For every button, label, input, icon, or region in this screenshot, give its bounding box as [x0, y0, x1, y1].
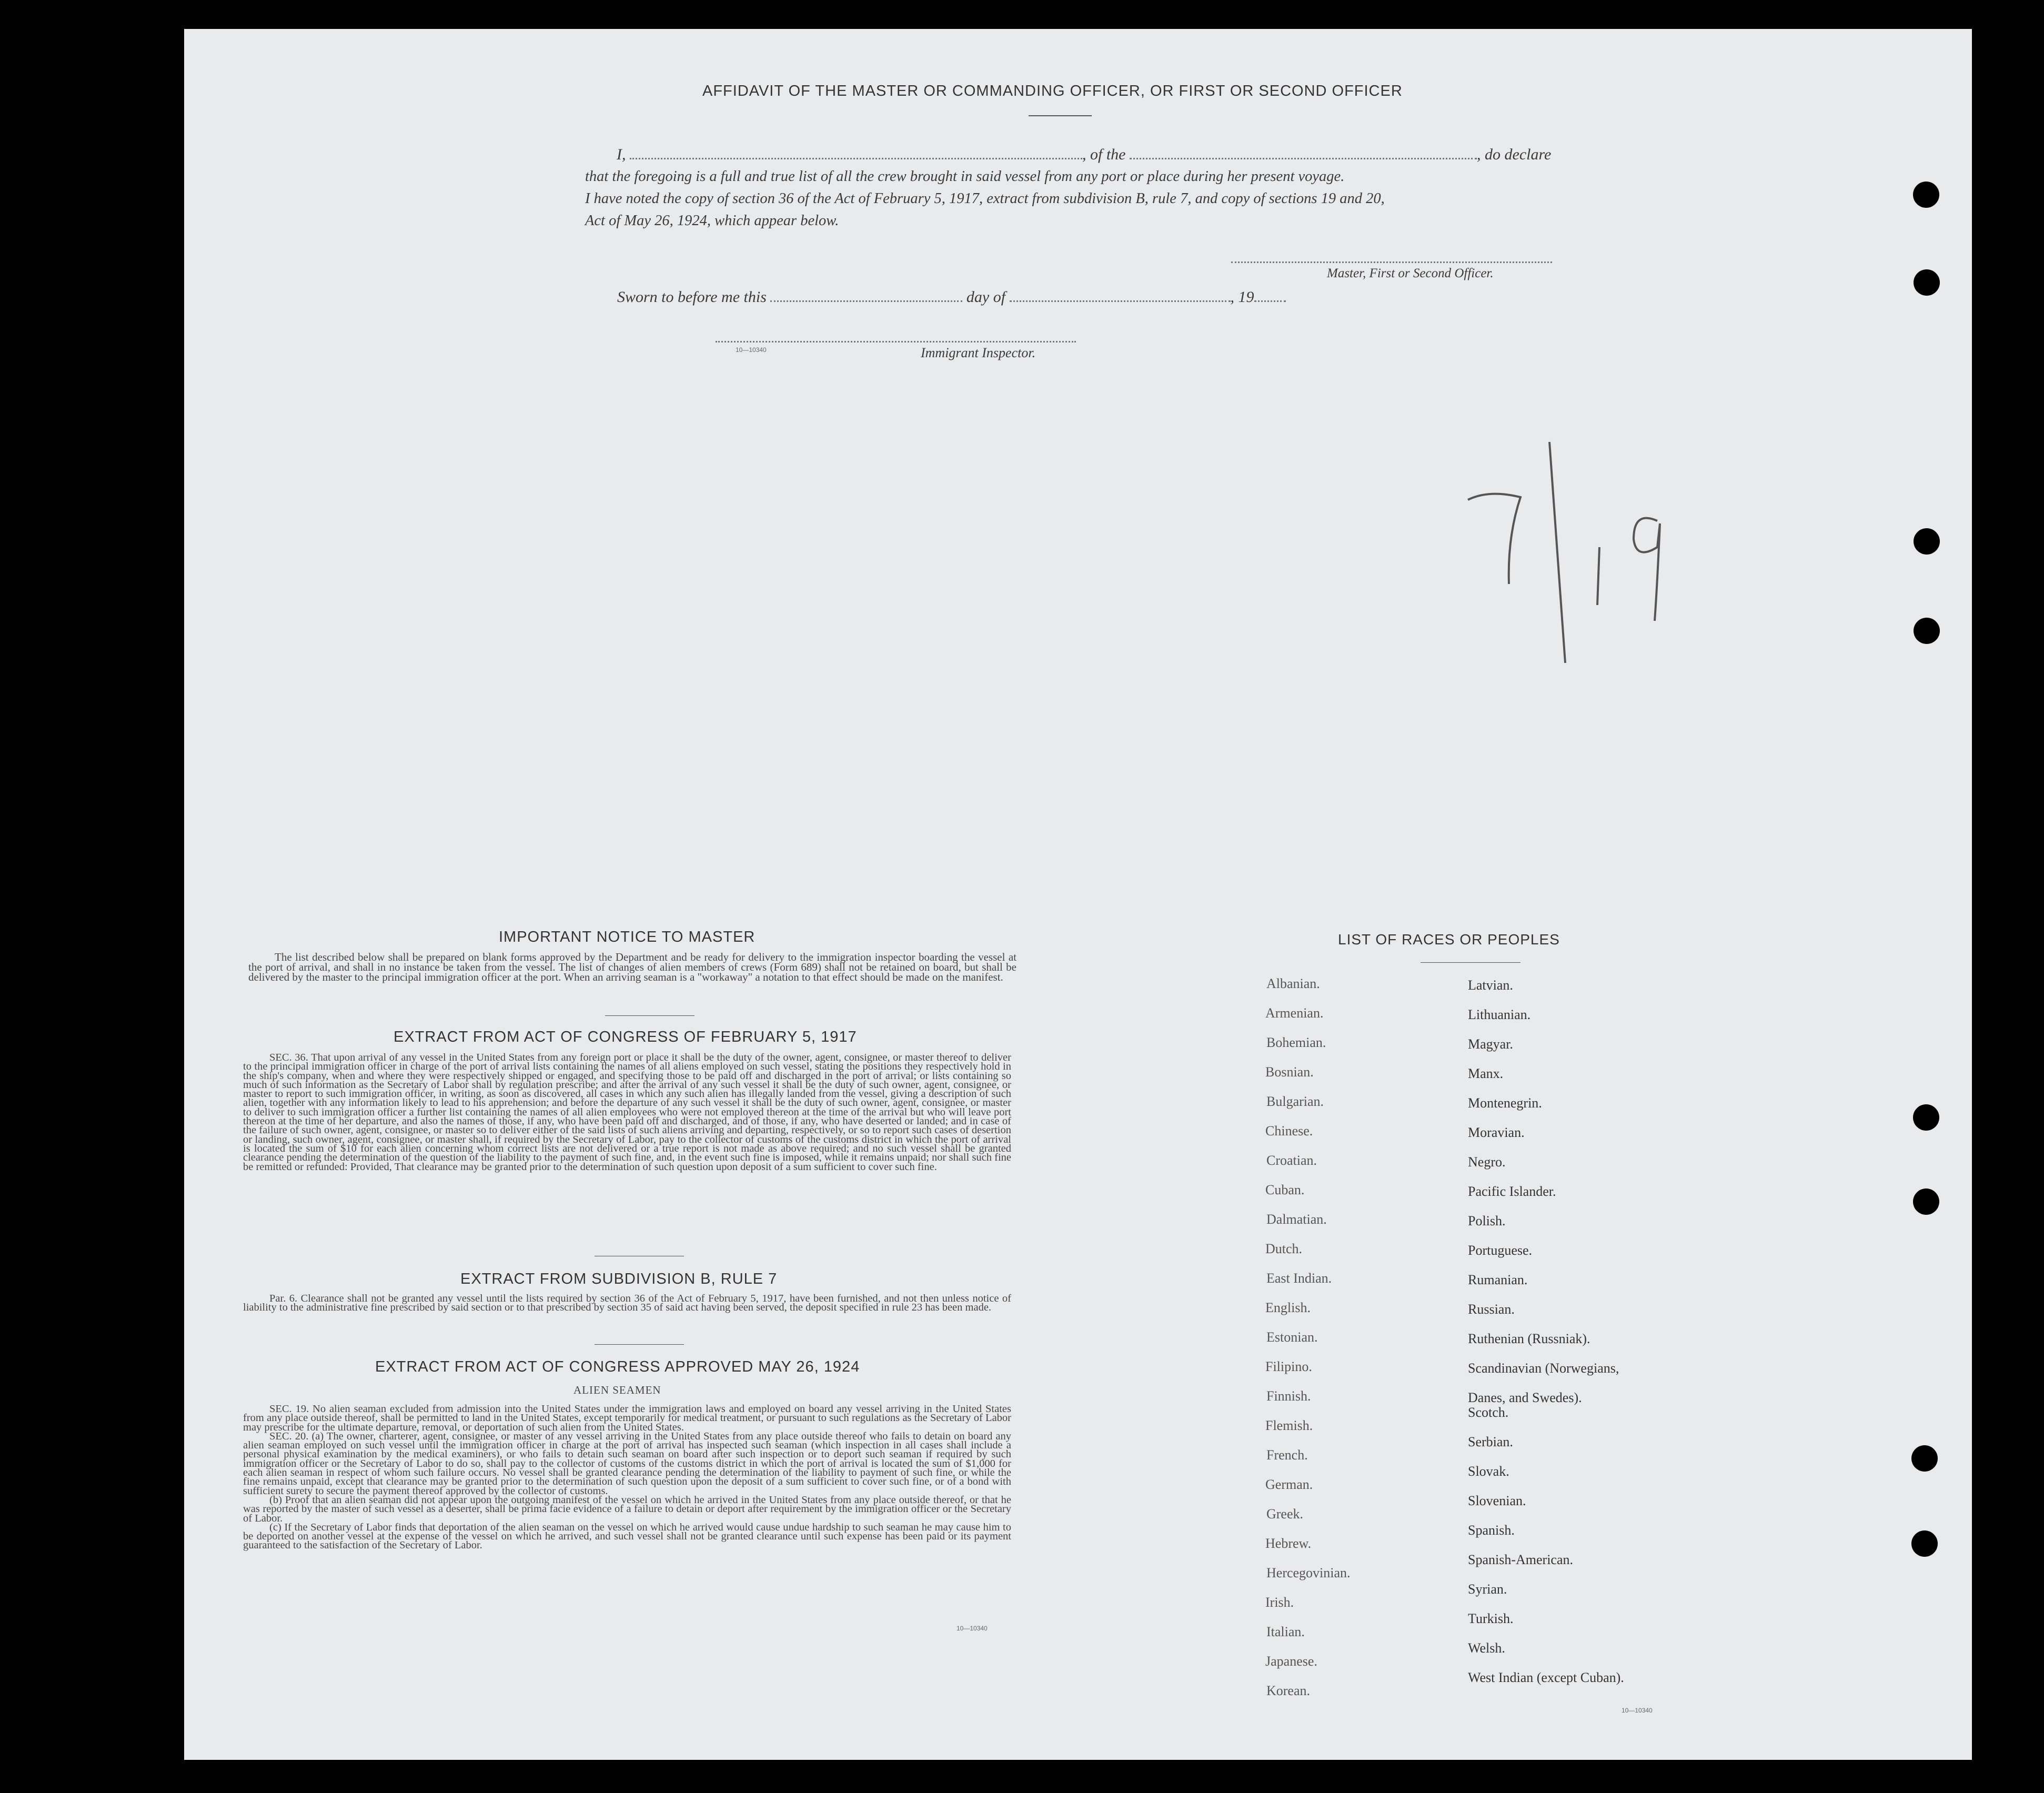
declare-label: , do declare	[1477, 146, 1552, 163]
race-item: Welsh.	[1468, 1640, 1505, 1656]
notice-title: IMPORTANT NOTICE TO MASTER	[499, 929, 756, 945]
race-item: Moravian.	[1468, 1125, 1525, 1140]
race-item: Scandinavian (Norwegians,	[1468, 1361, 1619, 1376]
race-item: Armenian.	[1265, 1005, 1324, 1021]
declaration-line-2: that the foregoing is a full and true list of all the crew brought in said vessel from any port or place during her present voyage.	[585, 168, 1345, 185]
form-number: 10—10340	[956, 1625, 988, 1632]
race-item: Rumanian.	[1468, 1272, 1528, 1287]
extract-1924-title: EXTRACT FROM ACT OF CONGRESS APPROVED MAY 26, 1924	[375, 1358, 860, 1375]
race-item: Chinese.	[1265, 1123, 1313, 1139]
handwritten-date	[1447, 431, 1684, 668]
race-item: Polish.	[1468, 1213, 1506, 1228]
divider	[605, 1015, 694, 1016]
inspector-label: Immigrant Inspector.	[921, 345, 1036, 360]
master-signature-label: Master, First or Second Officer.	[1327, 266, 1494, 280]
race-item: Turkish.	[1468, 1611, 1514, 1626]
declaration-line-3: I have noted the copy of section 36 of the Act of February 5, 1917, extract from subdivision B, rule 7, and copy of sections 19 and 20,	[585, 190, 1385, 207]
race-item: Spanish-American.	[1468, 1552, 1574, 1567]
race-item: Hercegovinian.	[1266, 1565, 1351, 1580]
race-item: Dalmatian.	[1266, 1212, 1327, 1227]
declaration-line-1	[617, 144, 1551, 166]
section-20c-text: (c) If the Secretary of Labor finds that deportation of the alien seaman on the vessel on which he arrived would cause undue hardship to such seaman he may cause him to be deported on another vessel at the expense of the vessel on which he arrived, and such vessel shall not be granted clearance until such expense has been paid or its payment guaranteed to the satisfaction of the Secretary of Labor.	[243, 1521, 1011, 1552]
race-item: East Indian.	[1266, 1271, 1332, 1286]
race-item: Pacific Islander.	[1468, 1184, 1556, 1199]
vessel-name-field[interactable]	[1130, 158, 1477, 159]
race-item: Irish.	[1265, 1595, 1294, 1610]
race-item: Syrian.	[1468, 1582, 1507, 1597]
extract-1917-title: EXTRACT FROM ACT OF CONGRESS OF FEBRUARY 5, 1917	[394, 1029, 857, 1045]
race-item: Lithuanian.	[1468, 1007, 1531, 1022]
sworn-day-field[interactable]	[770, 300, 962, 302]
divider	[1421, 962, 1521, 963]
sworn-year-field[interactable]	[1254, 300, 1286, 302]
race-item: Greek.	[1266, 1506, 1304, 1522]
extract-rule7-text: Par. 6. Clearance shall not be granted any vessel until the lists required by section 36 of the Act of February 5, 1917, have been furnished, and not then unless notice of liability to the administrative fine prescribed by said section or to that prescribed by section 35 of said act having been served, the deposit specified in rule 23 has been made.	[243, 1293, 1011, 1314]
race-item: Magyar.	[1468, 1036, 1513, 1052]
race-item: German.	[1265, 1477, 1313, 1492]
day-of-label: day of	[966, 288, 1006, 306]
extract-1924-body	[243, 1405, 1011, 1550]
race-item: Danes, and Swedes).	[1468, 1390, 1582, 1405]
extract-rule7-title: EXTRACT FROM SUBDIVISION B, RULE 7	[460, 1271, 778, 1287]
race-item: Croatian.	[1266, 1153, 1317, 1168]
race-item: Flemish.	[1265, 1418, 1313, 1433]
race-item: Latvian.	[1468, 978, 1513, 993]
sworn-label: Sworn to before me this	[617, 288, 767, 306]
race-item: West Indian (except Cuban).	[1468, 1670, 1624, 1685]
extract-1917-text: SEC. 36. That upon arrival of any vessel in the United States from any foreign port or place it shall be the duty of the owner, agent, consignee, or master thereof to deliver to the principal immigration officer in charge of the port of arrival lists containing the names of all aliens employed on such vessel, stating the positions they respectively hold in the ship's company, when and where they were respectively shipped or engaged, and specifying those to be paid off and discharged in the port of arrival; or lists containing so much of such information as the Secretary of Labor shall by regulation prescribe; and after the arrival of any such vessel it shall be the duty of such owner, agent, consignee, or master to report to such immigration officer, in writing, as soon as discovered, all cases in which any such alien has illegally landed from the vessel, giving a description of such alien, together with any information likely to lead to his apprehension; and before the departure of any such vessel it shall be the duty of such owner, agent, consignee, or master to deliver to such immigration officer a further list containing the names of all alien employees who were not employed thereon at the time of the arrival but who will leave port thereon at the time of her departure, and also the names of those, if any, who have been paid off and discharged, and of those, if any, who have deserted or landed; and in case of the failure of such owner, agent, consignee, or master so to deliver either of the said lists of such aliens arriving and departing, respectively, or so to report such cases of desertion or landing, such owner, agent, consignee, or master shall, if required by the Secretary of Labor, pay to the collector of customs of the customs district in which the port of arrival is located the sum of $10 for each alien concerning whom correct lists are not delivered or a true report is not made as above required; and no such vessel shall be granted clearance pending the determination of the question of the liability to the payment of such fine, and, in the event such fine is imposed, while it remains unpaid; nor shall such fine be remitted or refunded: Provided, That clearance may be granted prior to the determination of such question upon deposit of a sum sufficient to cover such fine.	[243, 1052, 1011, 1173]
punch-hole	[1914, 618, 1940, 644]
race-item: Korean.	[1266, 1683, 1311, 1698]
master-name-field[interactable]	[630, 158, 1082, 159]
race-item: Bulgarian.	[1266, 1094, 1324, 1109]
race-item: Ruthenian (Russniak).	[1468, 1331, 1590, 1346]
race-item: Montenegrin.	[1468, 1095, 1542, 1111]
punch-hole	[1913, 182, 1939, 208]
race-item: Dutch.	[1265, 1241, 1303, 1256]
declarant-label: I,	[617, 146, 626, 163]
section-20b-text: (b) Proof that an alien seaman did not appear upon the outgoing manifest of the vessel on which he arrived in the United States from any place outside thereof, or that he was reported by the master of such vessel as a deserter, shall be prima facie evidence of a failure to detain or deport after requirement by the immigration officer or the Secretary of Labor.	[243, 1494, 1011, 1524]
divider	[1029, 115, 1092, 116]
race-item: Cuban.	[1265, 1182, 1305, 1197]
race-item: Manx.	[1468, 1066, 1504, 1081]
punch-hole	[1914, 269, 1940, 296]
punch-hole	[1913, 1104, 1939, 1131]
punch-hole	[1913, 1188, 1939, 1215]
year-label: , 19	[1230, 288, 1254, 306]
divider	[595, 1344, 684, 1345]
notice-text: The list described below shall be prepared on blank forms approved by the Department and be ready for delivery to the immigration inspector boarding the vessel at the port of arrival, and shall in no instance be taken from the vessel. The list of changes of alien members of crews (Form 689) shall not be retained on board, but shall be delivered by the master to the principal immigration officer at the port. When an arriving seaman is a "workaway" a notation to that effect should be made on the manifest.	[248, 951, 1016, 983]
alien-seamen-subtitle: ALIEN SEAMEN	[573, 1384, 661, 1396]
race-item: Spanish.	[1468, 1523, 1515, 1538]
race-item: Filipino.	[1265, 1359, 1312, 1374]
race-item: Hebrew.	[1265, 1536, 1312, 1551]
race-item: Japanese.	[1265, 1654, 1317, 1669]
race-item: Slovak.	[1468, 1464, 1509, 1479]
form-number: 10—10340	[736, 346, 767, 354]
punch-hole	[1911, 1445, 1938, 1472]
race-item: Italian.	[1266, 1624, 1305, 1639]
race-item: English.	[1265, 1300, 1311, 1315]
punch-hole	[1914, 528, 1940, 555]
race-item: Bosnian.	[1265, 1064, 1314, 1080]
race-item: Slovenian.	[1468, 1493, 1526, 1508]
race-item: Portuguese.	[1468, 1243, 1533, 1258]
race-item: Finnish.	[1266, 1388, 1311, 1404]
race-item: Estonian.	[1266, 1329, 1318, 1345]
section-20a-text: SEC. 20. (a) The owner, charterer, agent, consignee, or master of any vessel arriving in the United States from any place outside thereof who fails to detain on board any alien seaman employed on such vessel until the immigration officer in charge at the port of arrival has inspected such seaman (which inspection in all cases shall include a personal physical examination by the medical examiners), or who fails to detain such seaman on board after such inspection or to deport such seaman if required by such immigration officer or the Secretary of Labor to do so, shall pay to the collector of customs of the customs district in which the port of arrival is located the sum of $1,000 for each alien seaman in respect of whom such failure occurs. No vessel shall be granted clearance pending the determination of the liability to payment of such fine, or while the fine remains unpaid, except that clearance may be granted prior to the determination of such question upon the deposit of a sum sufficient to cover such fine, or of a bond with sufficient surety to secure the payment thereof approved by the collector of customs.	[243, 1430, 1011, 1497]
race-item: Bohemian.	[1266, 1035, 1326, 1050]
form-number: 10—10340	[1622, 1707, 1653, 1714]
race-item: Albanian.	[1266, 976, 1320, 991]
declaration-line-4: Act of May 26, 1924, which appear below.	[585, 213, 839, 229]
punch-hole	[1911, 1530, 1938, 1557]
of-the-label: , of the	[1082, 146, 1126, 163]
races-title: LIST OF RACES OR PEOPLES	[1338, 931, 1560, 948]
race-item: Scotch.	[1468, 1405, 1509, 1420]
sworn-line	[617, 286, 1286, 308]
affidavit-title: AFFIDAVIT OF THE MASTER OR COMMANDING OFFICER, OR FIRST OR SECOND OFFICER	[702, 83, 1403, 99]
section-19-text: SEC. 19. No alien seaman excluded from admission into the United States under the immigration laws and employed on board any vessel arriving in the United States from any place outside thereof, shall be permitted to land in the United States, except temporarily for medical treatment, or pursuant to such regulations as the Secretary of Labor may prescribe for the ultimate departure, removal, or deportation of such alien from the United States.	[243, 1403, 1011, 1433]
race-item: French.	[1266, 1447, 1308, 1463]
race-item: Negro.	[1468, 1154, 1506, 1170]
race-item: Russian.	[1468, 1302, 1515, 1317]
race-item: Serbian.	[1468, 1434, 1513, 1449]
sworn-month-field[interactable]	[1010, 300, 1231, 302]
